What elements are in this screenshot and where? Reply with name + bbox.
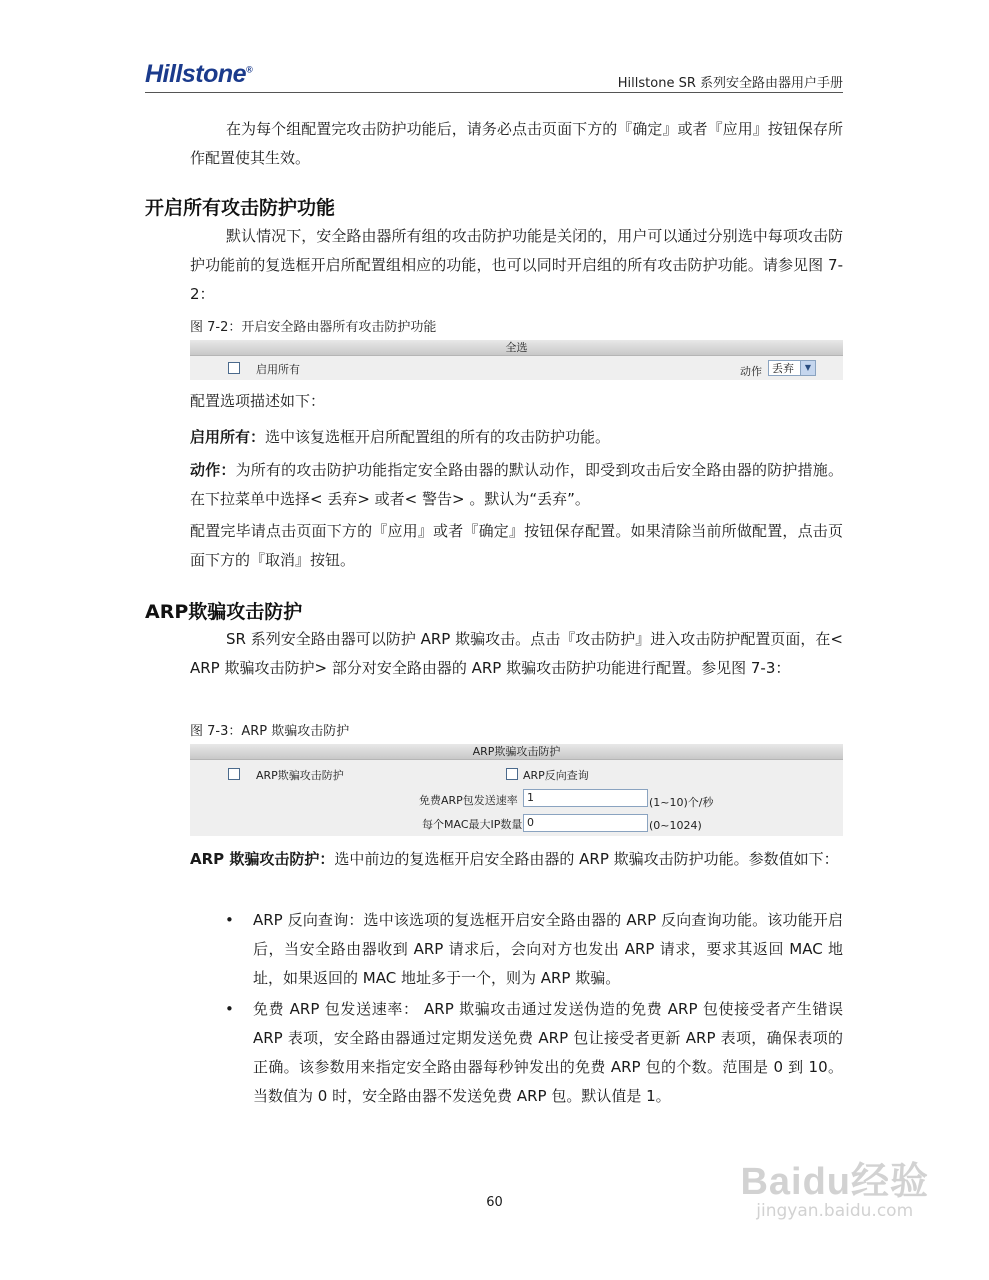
enable-all-label: 启用所有 [256, 363, 300, 376]
arp-rate-hint: (1~10)个/秒 [649, 796, 714, 809]
option-enable-all [190, 423, 843, 452]
arp-reverse-lookup-checkbox[interactable] [506, 768, 518, 780]
select-all-panel [190, 340, 843, 380]
arp-spoof-panel [190, 744, 843, 836]
intro-paragraph: 在为每个组配置完攻击防护功能后，请务必点击页面下方的『确定』或者『应用』按钮保存所作配置使其生效。 [190, 120, 843, 167]
panel-title: 全选 [190, 340, 843, 356]
chevron-down-icon: ▼ [800, 361, 815, 375]
max-ip-label: 每个MAC最大IP数量 [422, 818, 523, 831]
option-term: 动作： [190, 461, 236, 479]
definition-term: ARP 欺骗攻击防护： [190, 850, 335, 868]
section2-paragraph: SR 系列安全路由器可以防护 ARP 欺骗攻击。点击『攻击防护』进入攻击防护配置页面，在< ARP 欺骗攻击防护> 部分对安全路由器的 ARP 欺骗攻击防护功能进行配置。参见图 7-3： [190, 630, 843, 677]
header-divider [145, 92, 843, 93]
bullet-icon: • [225, 911, 234, 929]
arp-rate-input[interactable]: 1 [523, 789, 648, 807]
arp-rate-label: 免费ARP包发送速率 [419, 794, 518, 807]
bullet-icon: • [225, 1000, 234, 1018]
watermark-brand: Baidu经验 [740, 1161, 929, 1203]
section1-closing: 配置完毕请点击页面下方的『应用』或者『确定』按钮保存配置。如果清除当前所做配置，点击页面下方的『取消』按钮。 [190, 522, 843, 569]
options-intro: 配置选项描述如下： [190, 392, 326, 410]
option-term: 启用所有： [190, 428, 266, 446]
section-heading-arp: ARP欺骗攻击防护 [145, 601, 303, 623]
section-heading-enable-all: 开启所有攻击防护功能 [145, 197, 336, 219]
figure-caption-7-3: 图 7-3：ARP 欺骗攻击防护 [190, 724, 350, 739]
figure-caption-7-2: 图 7-2：开启安全路由器所有攻击防护功能 [190, 320, 437, 335]
arp-spoof-label: ARP欺骗攻击防护 [256, 769, 344, 782]
watermark-url: jingyan.baidu.com [756, 1201, 914, 1221]
definition-desc: 选中前边的复选框开启安全路由器的 ARP 欺骗攻击防护功能。参数值如下： [334, 850, 839, 868]
arp-definition [190, 845, 843, 874]
manual-title: Hillstone SR 系列安全路由器用户手册 [617, 76, 843, 91]
option-action [190, 456, 843, 514]
max-ip-hint: (0~1024) [649, 819, 702, 832]
baidu-watermark [740, 1150, 929, 1221]
action-select-value: 丢弃 [772, 362, 794, 375]
page-number: 60 [486, 1195, 503, 1210]
bullet-arp-reverse-lookup: ARP 反向查询：选中该选项的复选框开启安全路由器的 ARP 反向查询功能。该功能开启后，当安全路由器收到 ARP 请求后，会向对方也发出 ARP 请求，要求其返回 MAC 地址，如果返回的 MAC 地址多于一个，则为 ARP 欺骗。 [253, 911, 843, 987]
option-desc: 为所有的攻击防护功能指定安全路由器的默认动作，即受到攻击后安全路由器的防护措施。在下拉菜单中选择< 丢弃> 或者< 警告> 。默认为“丢弃”。 [190, 461, 843, 508]
option-desc: 选中该复选框开启所配置组的所有的攻击防护功能。 [265, 428, 611, 446]
section1-paragraph: 默认情况下，安全路由器所有组的攻击防护功能是关闭的，用户可以通过分别选中每项攻击防护功能前的复选框开启所配置组相应的功能，也可以同时开启组的所有攻击防护功能。请参见图 7-2： [190, 227, 843, 303]
bullet-arp-rate: 免费 ARP 包发送速率： ARP 欺骗攻击通过发送伪造的免费 ARP 包使接受者产生错误 ARP 表项，安全路由器通过定期发送免费 ARP 包让接受者更新 ARP 表项，确保表项的正确。该参数用来指定安全路由器每秒钟发出的免费 ARP 包的个数。范围是 0 到 10。当数值为 0 时，安全路由器不发送免费 ARP 包。默认值是 1。 [253, 1000, 843, 1105]
max-ip-input[interactable]: 0 [523, 814, 648, 832]
arp-reverse-lookup-label: ARP反向查询 [523, 769, 589, 782]
enable-all-checkbox[interactable] [228, 362, 240, 374]
panel-title: ARP欺骗攻击防护 [190, 744, 843, 760]
hillstone-logo: Hillstone® [145, 60, 253, 88]
action-select[interactable] [768, 360, 816, 376]
arp-spoof-checkbox[interactable] [228, 768, 240, 780]
action-label: 动作 [740, 365, 762, 378]
